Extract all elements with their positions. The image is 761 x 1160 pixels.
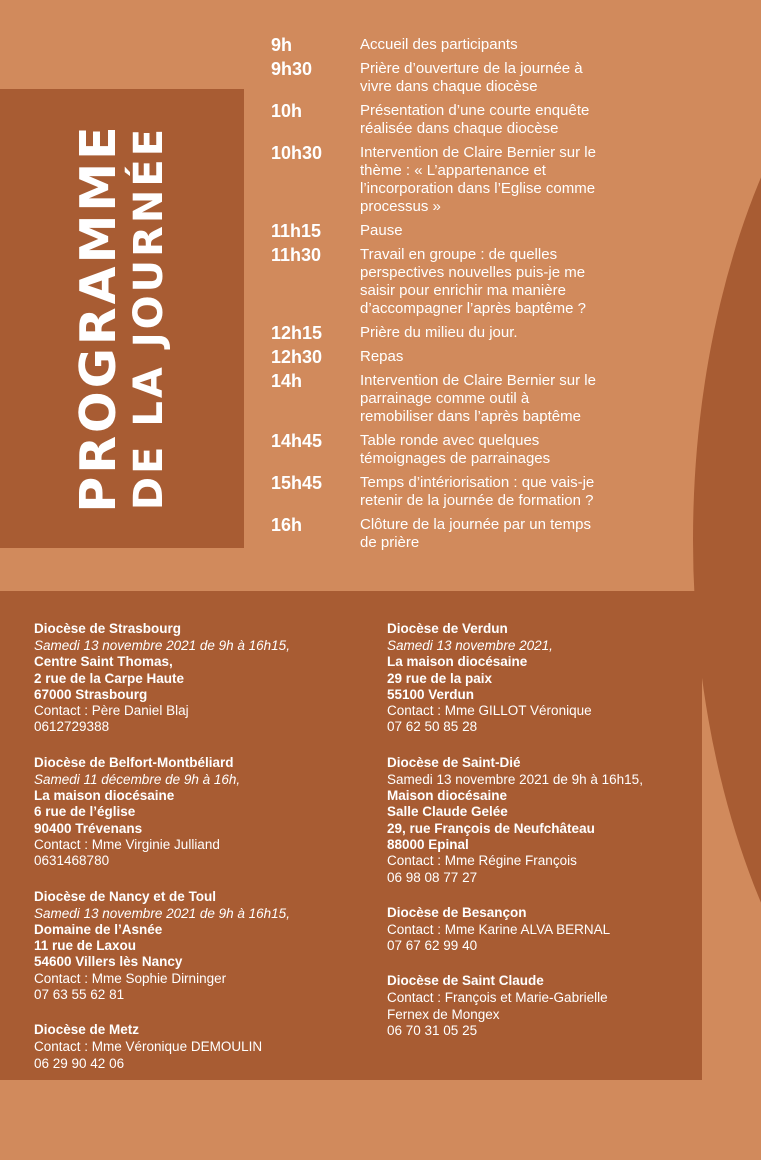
schedule-description-line: d’accompagner l’après baptême ? [360,300,586,317]
diocese-name [34,889,216,905]
page-title [72,123,172,512]
schedule-description-line: Temps d’intériorisation : que vais-je [360,474,595,491]
diocese-name [387,621,508,637]
decorative-arc [693,0,761,1160]
schedule-description [360,60,671,96]
diocese-name-text: Diocèse de Metz [34,1022,140,1038]
diocese-info-line: 11 rue de Laxou [34,938,137,954]
schedule-description [360,372,671,426]
schedule-description-line: vivre dans chaque diocèse [360,78,538,95]
diocese-name-text: Diocèse de Belfort-Montbéliard [34,754,234,770]
schedule-description [360,102,671,138]
schedule-description-line: processus » [360,198,441,215]
diocese-info-line: Samedi 13 novembre 2021 de 9h à 16h15, [34,905,290,921]
schedule-description-line: perspectives nouvelles puis-je me [360,264,586,281]
schedule-description [360,246,671,318]
schedule-description-line: de prière [360,534,420,551]
schedule-item [271,144,671,216]
title-line-1: PROGRAMME [70,123,128,513]
diocese-info-line: 06 98 08 77 27 [387,869,478,885]
schedule-time: 11h30 [271,245,322,265]
schedule-time: 11h15 [271,221,322,241]
diocese-name [34,755,234,771]
diocese-info-line: La maison diocésaine [34,788,175,804]
schedule-list [271,36,671,558]
schedule-description-line: Accueil des participants [360,36,518,53]
schedule-time: 10h [271,101,303,121]
title-line-2: DE LA JOURNÉE [126,125,173,511]
diocese-info-line: Samedi 11 décembre de 9h à 16h, [34,771,241,787]
diocese-info-line: Centre Saint Thomas, [34,654,173,670]
diocese-block [387,620,697,736]
schedule-description-line: Intervention de Claire Bernier sur le [360,372,596,389]
diocese-info-line: 06 70 31 05 25 [387,1023,478,1039]
schedule-item [271,432,671,468]
schedule-description-line: Repas [360,348,404,365]
schedule-time: 9h [271,35,293,55]
diocese-name-text: Diocèse de Strasbourg [34,621,182,636]
diocese-info-line: Samedi 13 novembre 2021, [387,638,553,653]
diocese-name [387,755,521,771]
schedule-description [360,474,671,510]
schedule-description-line: Clôture de la journée par un temps [360,516,591,533]
schedule-item [271,516,671,552]
diocese-info-line: Contact : Mme Virginie Julliand [34,836,220,852]
diocese-name-text: Diocèse de Saint-Dié [387,754,521,770]
schedule-item [271,60,671,96]
schedule-description-line: retenir de la journée de formation ? [360,492,594,509]
schedule-time: 12h15 [271,323,323,343]
schedule-description [360,348,671,366]
diocese-info-line: Samedi 13 novembre 2021 de 9h à 16h15, [34,638,290,653]
diocese-info-line: Contact : Mme GILLOT Véronique [387,703,592,719]
diocese-info-line: Salle Claude Gelée [387,804,508,820]
diocese-info-line: Contact : Père Daniel Blaj [34,703,189,719]
diocese-block [34,754,354,870]
diocese-block [34,1021,354,1072]
diocese-info-line: Samedi 13 novembre 2021 de 9h à 16h15, [387,771,643,787]
schedule-description [360,36,671,54]
diocese-info-line: Contact : François et Marie-Gabrielle [387,990,608,1006]
schedule-description-line: Prière du milieu du jour. [360,324,518,341]
schedule-description-line: parrainage comme outil à [360,390,530,407]
diocese-name [387,973,544,989]
schedule-description-line: saisir pour enrichir ma manière [360,282,566,299]
diocese-name [34,621,181,637]
diocese-block [387,754,697,886]
schedule-time: 15h45 [271,473,323,493]
schedule-time: 14h [271,371,303,391]
diocese-info-line: La maison diocésaine [387,654,528,670]
diocese-info-line: 90400 Trévenans [34,820,143,836]
diocese-block [34,888,354,1004]
schedule-description [360,432,671,468]
diocese-info-line: 0612729388 [34,719,110,735]
diocese-info-line: Contact : Mme Régine François [387,853,577,869]
diocese-info-line: Contact : Mme Karine ALVA BERNAL [387,921,611,937]
diocese-info-line: Contact : Mme Véronique DEMOULIN [34,1039,263,1055]
schedule-time: 9h30 [271,59,313,79]
schedule-item [271,36,671,54]
schedule-description-line: Prière d’ouverture de la journée à [360,60,583,77]
diocese-info-line: Contact : Mme Sophie Dirninger [34,970,227,986]
diocese-info-line: 07 63 55 62 81 [34,987,125,1003]
diocese-info-line: 55100 Verdun [387,686,475,702]
schedule-time: 14h45 [271,431,323,451]
schedule-description-line: Intervention de Claire Bernier sur le [360,144,596,161]
diocese-info-line: 54600 Villers lès Nancy [34,954,183,970]
schedule-time: 12h30 [271,347,323,367]
schedule-description-line: Présentation d’une courte enquête [360,102,590,119]
diocese-block [387,972,697,1039]
schedule-description-line: thème : « L’appartenance et [360,162,546,179]
diocese-block [34,620,354,736]
schedule-item [271,102,671,138]
schedule-item [271,222,671,240]
schedule-description [360,324,671,342]
schedule-item [271,246,671,318]
diocese-name [387,905,527,921]
diocese-info-line: 07 62 50 85 28 [387,719,478,735]
dioceses-right-column [387,620,697,1057]
schedule-time: 10h30 [271,143,323,163]
schedule-description [360,222,671,240]
schedule-item [271,348,671,366]
diocese-info-line: Maison diocésaine [387,788,508,804]
diocese-block [387,904,697,955]
diocese-name-text: Diocèse de Besançon [387,904,527,920]
schedule-item [271,324,671,342]
diocese-name-text: Diocèse de Verdun [387,621,508,636]
schedule-description-line: remobiliser dans l’après baptême [360,408,581,425]
diocese-info-line: 06 29 90 42 06 [34,1055,125,1071]
schedule-item [271,372,671,426]
diocese-info-line: 2 rue de la Carpe Haute [34,670,185,686]
diocese-name-text: Diocèse de Saint Claude [387,973,544,989]
diocese-info-line: 0631468780 [34,853,110,869]
diocese-info-line: 29, rue François de Neufchâteau [387,820,595,836]
schedule-item [271,474,671,510]
dioceses-left-column [34,620,354,1090]
diocese-info-line: 07 67 62 99 40 [387,938,478,954]
schedule-description-line: Table ronde avec quelques [360,432,540,449]
schedule-description-line: réalisée dans chaque diocèse [360,120,559,137]
schedule-description [360,516,671,552]
diocese-name [34,1022,139,1038]
diocese-info-line: 67000 Strasbourg [34,686,148,702]
schedule-description-line: Travail en groupe : de quelles [360,246,558,263]
diocese-info-line: Domaine de l’Asnée [34,921,163,937]
diocese-name-text: Diocèse de Nancy et de Toul [34,888,217,904]
schedule-description-line: Pause [360,222,403,239]
diocese-info-line: 6 rue de l’église [34,804,136,820]
diocese-info-line: Fernex de Mongex [387,1006,500,1022]
schedule-description-line: l’incorporation dans l’Eglise comme [360,180,596,197]
schedule-description-line: témoignages de parrainages [360,450,551,467]
schedule-time: 16h [271,515,303,535]
diocese-info-line: 88000 Epinal [387,836,469,852]
schedule-description [360,144,671,216]
diocese-info-line: 29 rue de la paix [387,670,493,686]
